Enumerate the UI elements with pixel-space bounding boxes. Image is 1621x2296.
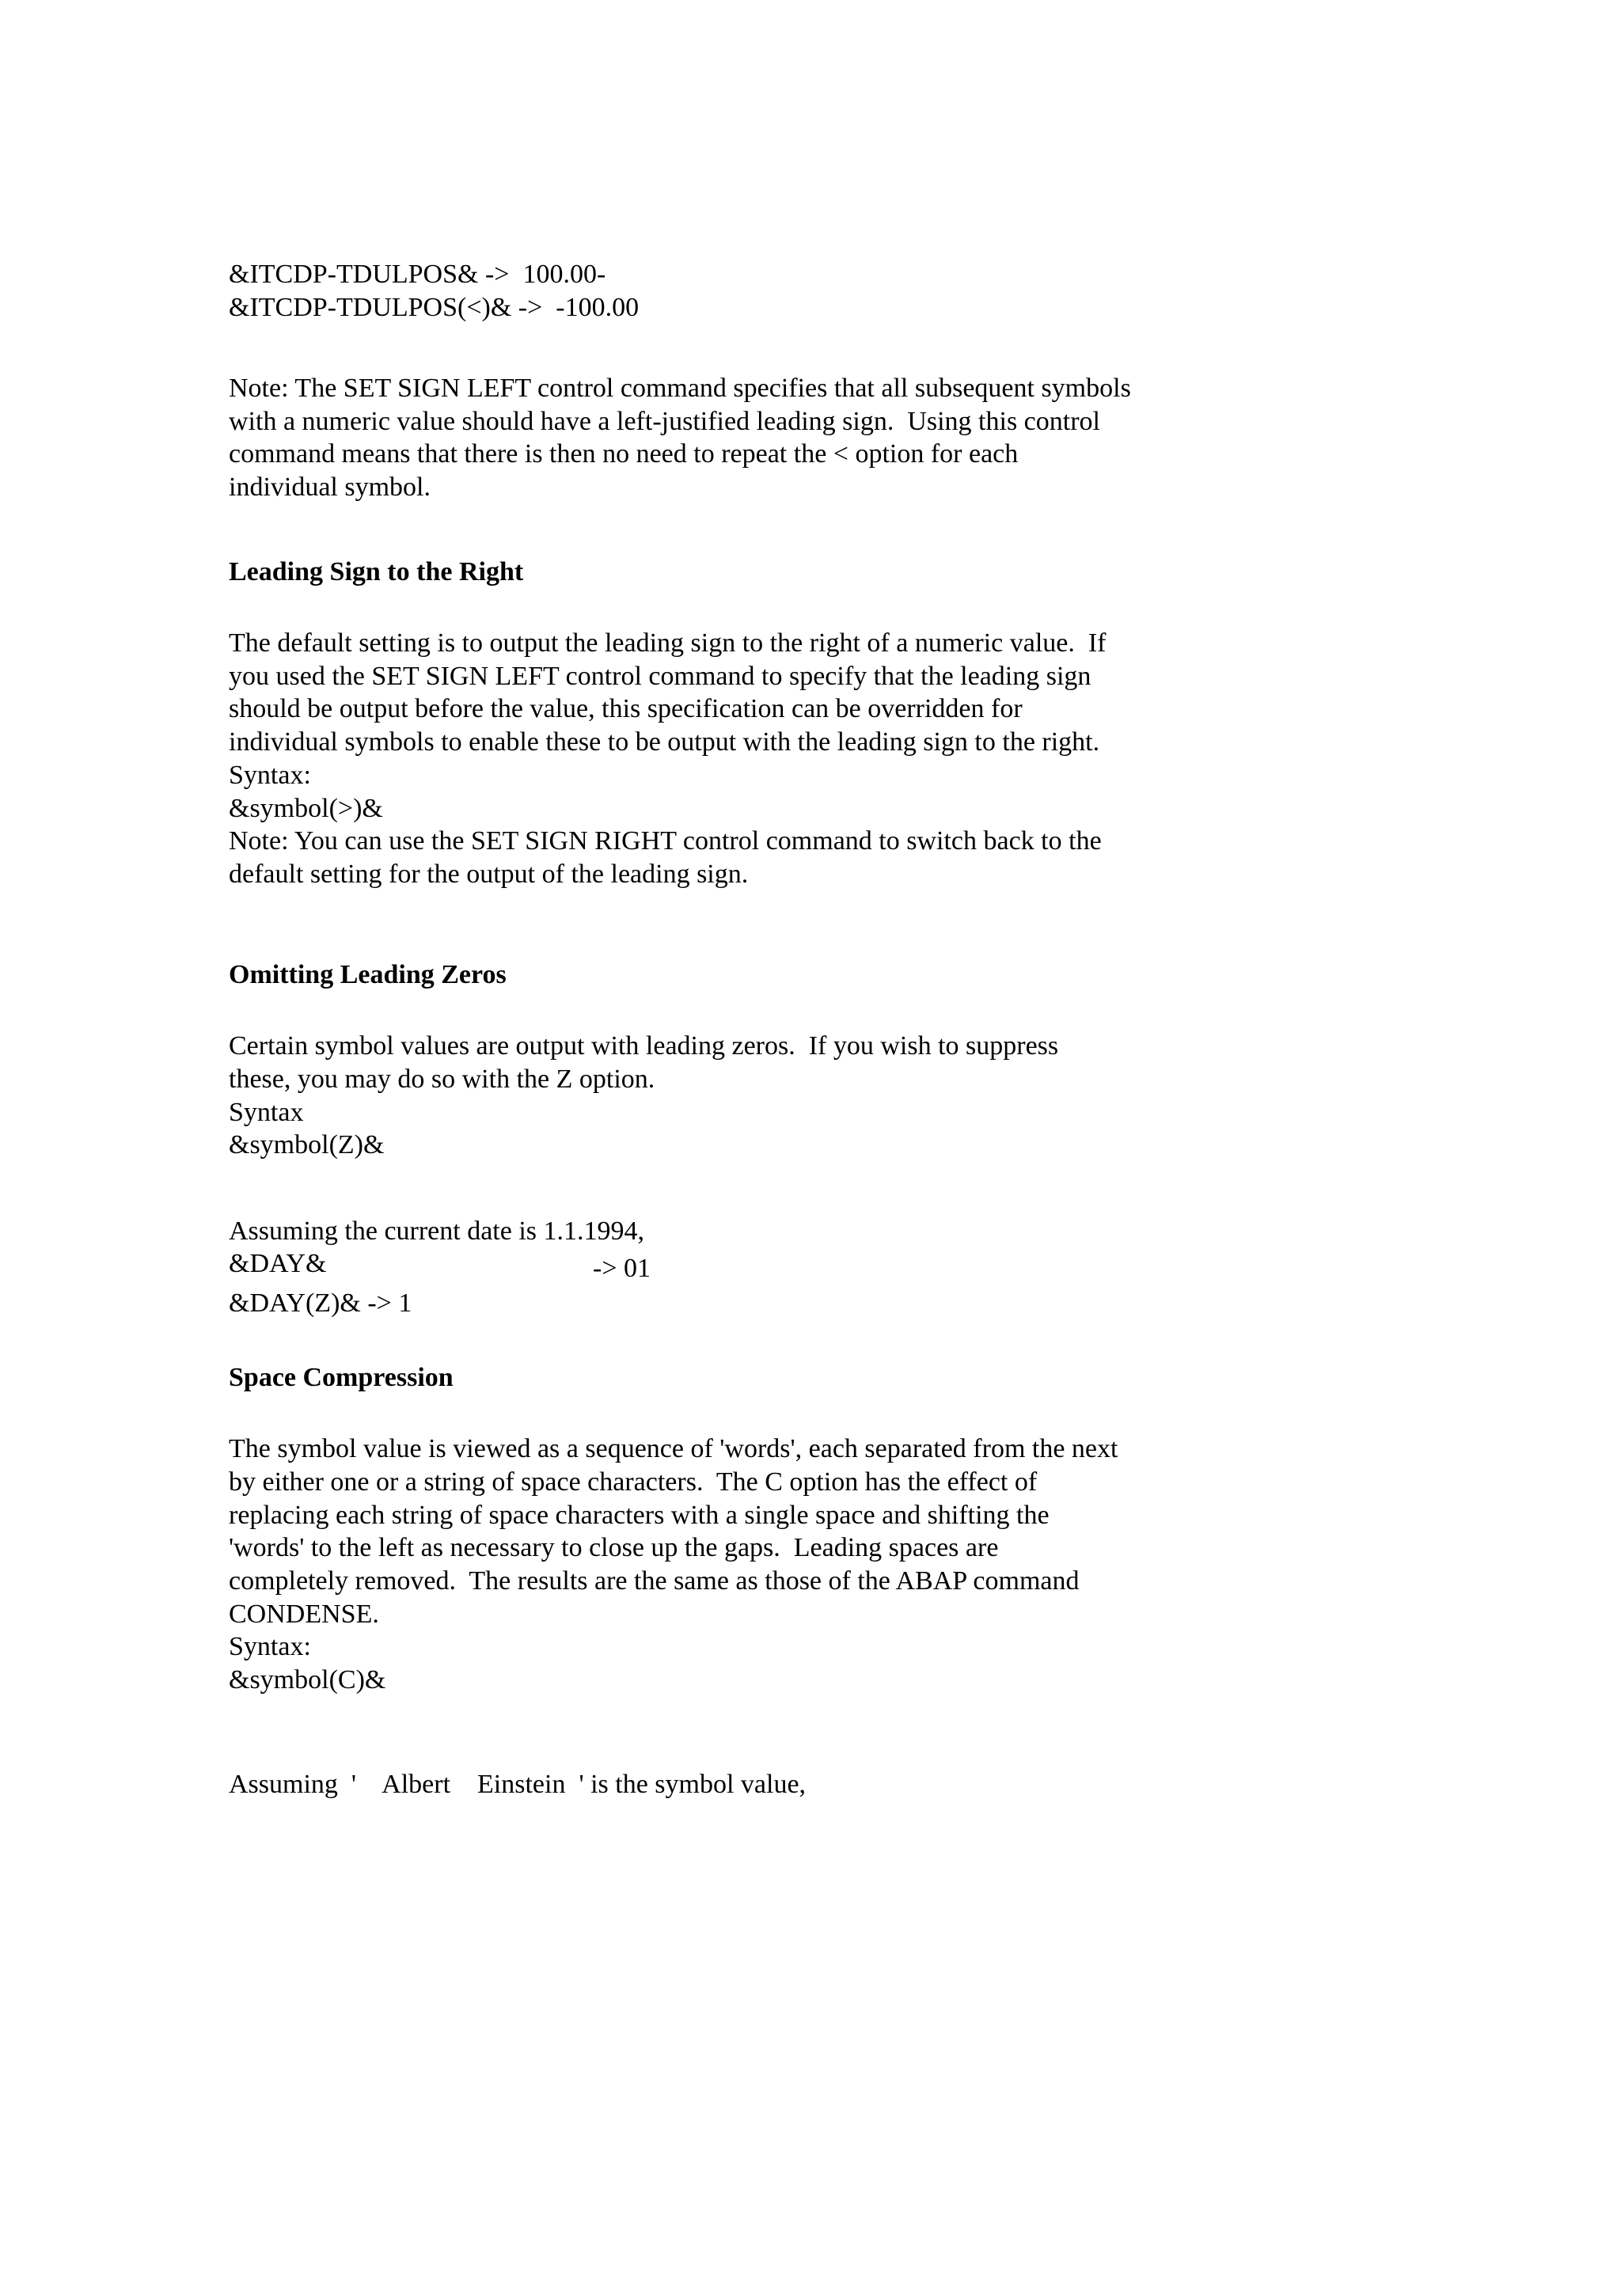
note-line: individual symbol. (229, 472, 431, 502)
syntax-code: &symbol(C)& (229, 1665, 386, 1694)
example-intro: Assuming the current date is 1.1.1994, (229, 1216, 645, 1246)
paragraph-line: by either one or a string of space characters. The C option has the effect of (229, 1467, 1038, 1497)
paragraph-line: Certain symbol values are output with leading zeros. If you wish to suppress (229, 1031, 1059, 1061)
example-line-2: &ITCDP-TDULPOS(<)& -> -100.00 (229, 293, 640, 322)
paragraph-line: should be output before the value, this specification can be overridden for (229, 694, 1023, 723)
syntax-label: Syntax (229, 1098, 304, 1127)
example-line: Assuming ' Albert Einstein ' is the symbol value, (229, 1770, 807, 1799)
syntax-label: Syntax: (229, 761, 311, 790)
paragraph-line: The symbol value is viewed as a sequence of 'words', each separated from the next (229, 1434, 1118, 1463)
paragraph-line: replacing each string of space characters with a single space and shifting the (229, 1501, 1050, 1530)
note-line: command means that there is then no need to repeat the < option for each (229, 439, 1019, 469)
syntax-code: &symbol(>)& (229, 794, 383, 823)
syntax-label: Syntax: (229, 1632, 311, 1661)
note-line: with a numeric value should have a left-justified leading sign. Using this control (229, 407, 1100, 436)
example-day: &DAY& (229, 1249, 327, 1278)
paragraph-line: you used the SET SIGN LEFT control command to specify that the leading sign (229, 662, 1091, 691)
note-line: Note: The SET SIGN LEFT control command specifies that all subsequent symbols (229, 374, 1131, 403)
section-heading-leading-sign-right: Leading Sign to the Right (229, 557, 524, 586)
paragraph-line: these, you may do so with the Z option. (229, 1065, 655, 1094)
example-line-1: &ITCDP-TDULPOS& -> 100.00- (229, 260, 606, 289)
paragraph-line: completely removed. The results are the same as those of the ABAP command (229, 1566, 1080, 1596)
paragraph-line: 'words' to the left as necessary to close up the gaps. Leading spaces are (229, 1533, 999, 1562)
section-heading-space-compression: Space Compression (229, 1363, 454, 1392)
section-heading-omitting-leading-zeros: Omitting Leading Zeros (229, 960, 507, 989)
paragraph-line: default setting for the output of the leading sign. (229, 860, 749, 889)
paragraph-line: individual symbols to enable these to be output with the leading sign to the right. (229, 727, 1100, 757)
paragraph-line: The default setting is to output the leading sign to the right of a numeric value. If (229, 628, 1107, 658)
paragraph-line: CONDENSE. (229, 1600, 379, 1629)
example-day-z: &DAY(Z)& -> 1 (229, 1288, 412, 1318)
syntax-code: &symbol(Z)& (229, 1130, 385, 1159)
paragraph-line: Note: You can use the SET SIGN RIGHT control command to switch back to the (229, 826, 1102, 856)
example-day-result: -> 01 (593, 1254, 651, 1283)
